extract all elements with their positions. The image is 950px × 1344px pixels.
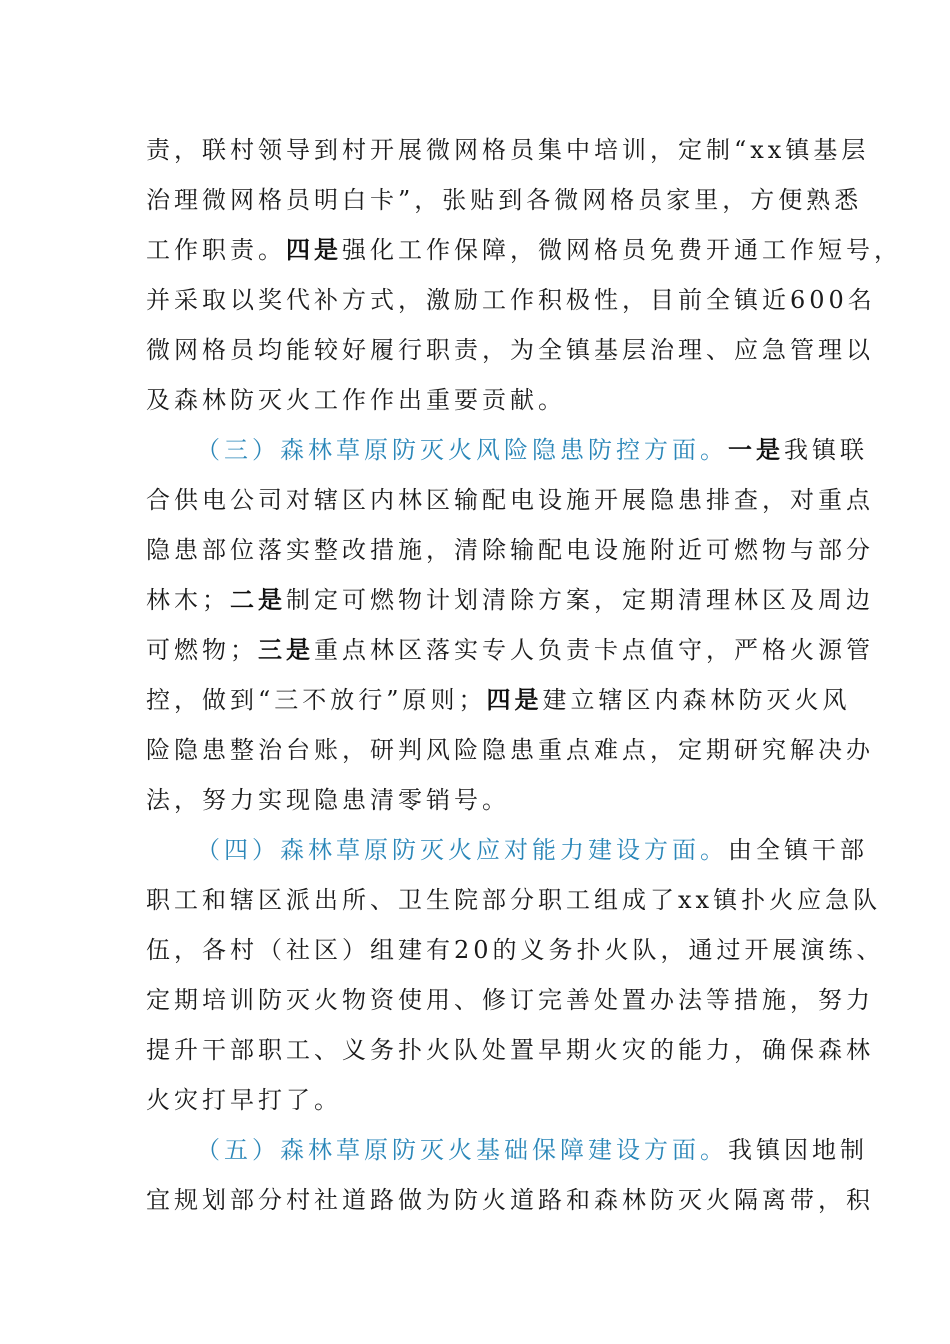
text-segment: 险隐患整治台账，研判风险隐患重点难点，定期研究解决办 xyxy=(146,736,874,764)
section-heading: （三）森林草原防灭火风险隐患防控方面。 xyxy=(196,436,728,464)
text-line xyxy=(146,684,851,716)
text-line xyxy=(146,934,885,966)
text-segment: 提升干部职工、义务扑火队处置早期火灾的能力，确保森林 xyxy=(146,1036,874,1064)
text-segment: 我镇因地制 xyxy=(728,1136,868,1164)
text-line xyxy=(146,734,874,766)
text-segment: 法，努力实现隐患清零销号。 xyxy=(146,786,510,814)
text-segment: 建立辖区内森林防灭火风 xyxy=(542,686,851,714)
text-segment: 强化工作保障，微网格员免费开通工作短号， xyxy=(342,236,902,264)
text-line xyxy=(146,1184,874,1216)
text-segment: 微网格员均能较好履行职责，为全镇基层治理、应急管理以 xyxy=(146,336,874,364)
text-segment: 可燃物； xyxy=(146,636,258,664)
section-heading-line xyxy=(196,1134,868,1166)
text-line xyxy=(146,534,874,566)
section-heading: （五）森林草原防灭火基础保障建设方面。 xyxy=(196,1136,728,1164)
bold-marker: 四是 xyxy=(286,235,342,264)
text-line xyxy=(146,134,869,166)
section-heading-line xyxy=(196,834,868,866)
text-line xyxy=(146,1034,874,1066)
text-line xyxy=(146,1084,342,1116)
text-line xyxy=(146,334,874,366)
text-segment: 合供电公司对辖区内林区输配电设施开展隐患排查，对重点 xyxy=(146,486,874,514)
text-segment: 火灾打早打了。 xyxy=(146,1086,342,1114)
bold-marker: 三是 xyxy=(258,635,314,664)
text-segment: 重点林区落实专人负责卡点值守，严格火源管 xyxy=(314,636,874,664)
text-segment: 隐患部位落实整改措施，清除输配电设施附近可燃物与部分 xyxy=(146,536,874,564)
text-segment: 职工和辖区派出所、卫生院部分职工组成了xx镇扑火应急队 xyxy=(146,886,882,914)
text-line xyxy=(146,184,862,216)
text-segment: 并采取以奖代补方式，激励工作积极性，目前全镇近600名 xyxy=(146,286,876,314)
text-segment: 宜规划部分村社道路做为防火道路和森林防灭火隔离带，积 xyxy=(146,1186,874,1214)
text-segment: 林木； xyxy=(146,586,230,614)
text-line xyxy=(146,484,874,516)
text-segment: 由全镇干部 xyxy=(728,836,868,864)
text-segment: 控，做到“三不放行”原则； xyxy=(146,686,487,714)
text-line xyxy=(146,884,881,916)
text-segment: 伍，各村（社区）组建有20的义务扑火队，通过开展演练、 xyxy=(146,936,885,964)
text-line xyxy=(146,284,876,316)
text-line xyxy=(146,584,874,616)
text-line xyxy=(146,384,566,416)
bold-marker: 二是 xyxy=(230,585,286,614)
text-segment: 责，联村领导到村开展微网格员集中培训，定制“xx镇基层 xyxy=(146,136,870,164)
text-segment: 治理微网格员明白卡”，张贴到各微网格员家里，方便熟悉 xyxy=(146,186,863,214)
text-line xyxy=(146,234,902,266)
text-line xyxy=(146,634,874,666)
text-segment: 及森林防灭火工作作出重要贡献。 xyxy=(146,386,566,414)
text-line xyxy=(146,784,510,816)
section-heading-line xyxy=(196,434,868,466)
section-heading: （四）森林草原防灭火应对能力建设方面。 xyxy=(196,836,728,864)
text-segment: 定期培训防灭火物资使用、修订完善处置办法等措施，努力 xyxy=(146,986,874,1014)
text-segment: 我镇联 xyxy=(784,436,868,464)
bold-marker: 一是 xyxy=(728,435,784,464)
bold-marker: 四是 xyxy=(486,685,543,714)
text-line xyxy=(146,984,874,1016)
text-segment: 制定可燃物计划清除方案，定期清理林区及周边 xyxy=(286,586,874,614)
text-segment: 工作职责。 xyxy=(146,236,286,264)
